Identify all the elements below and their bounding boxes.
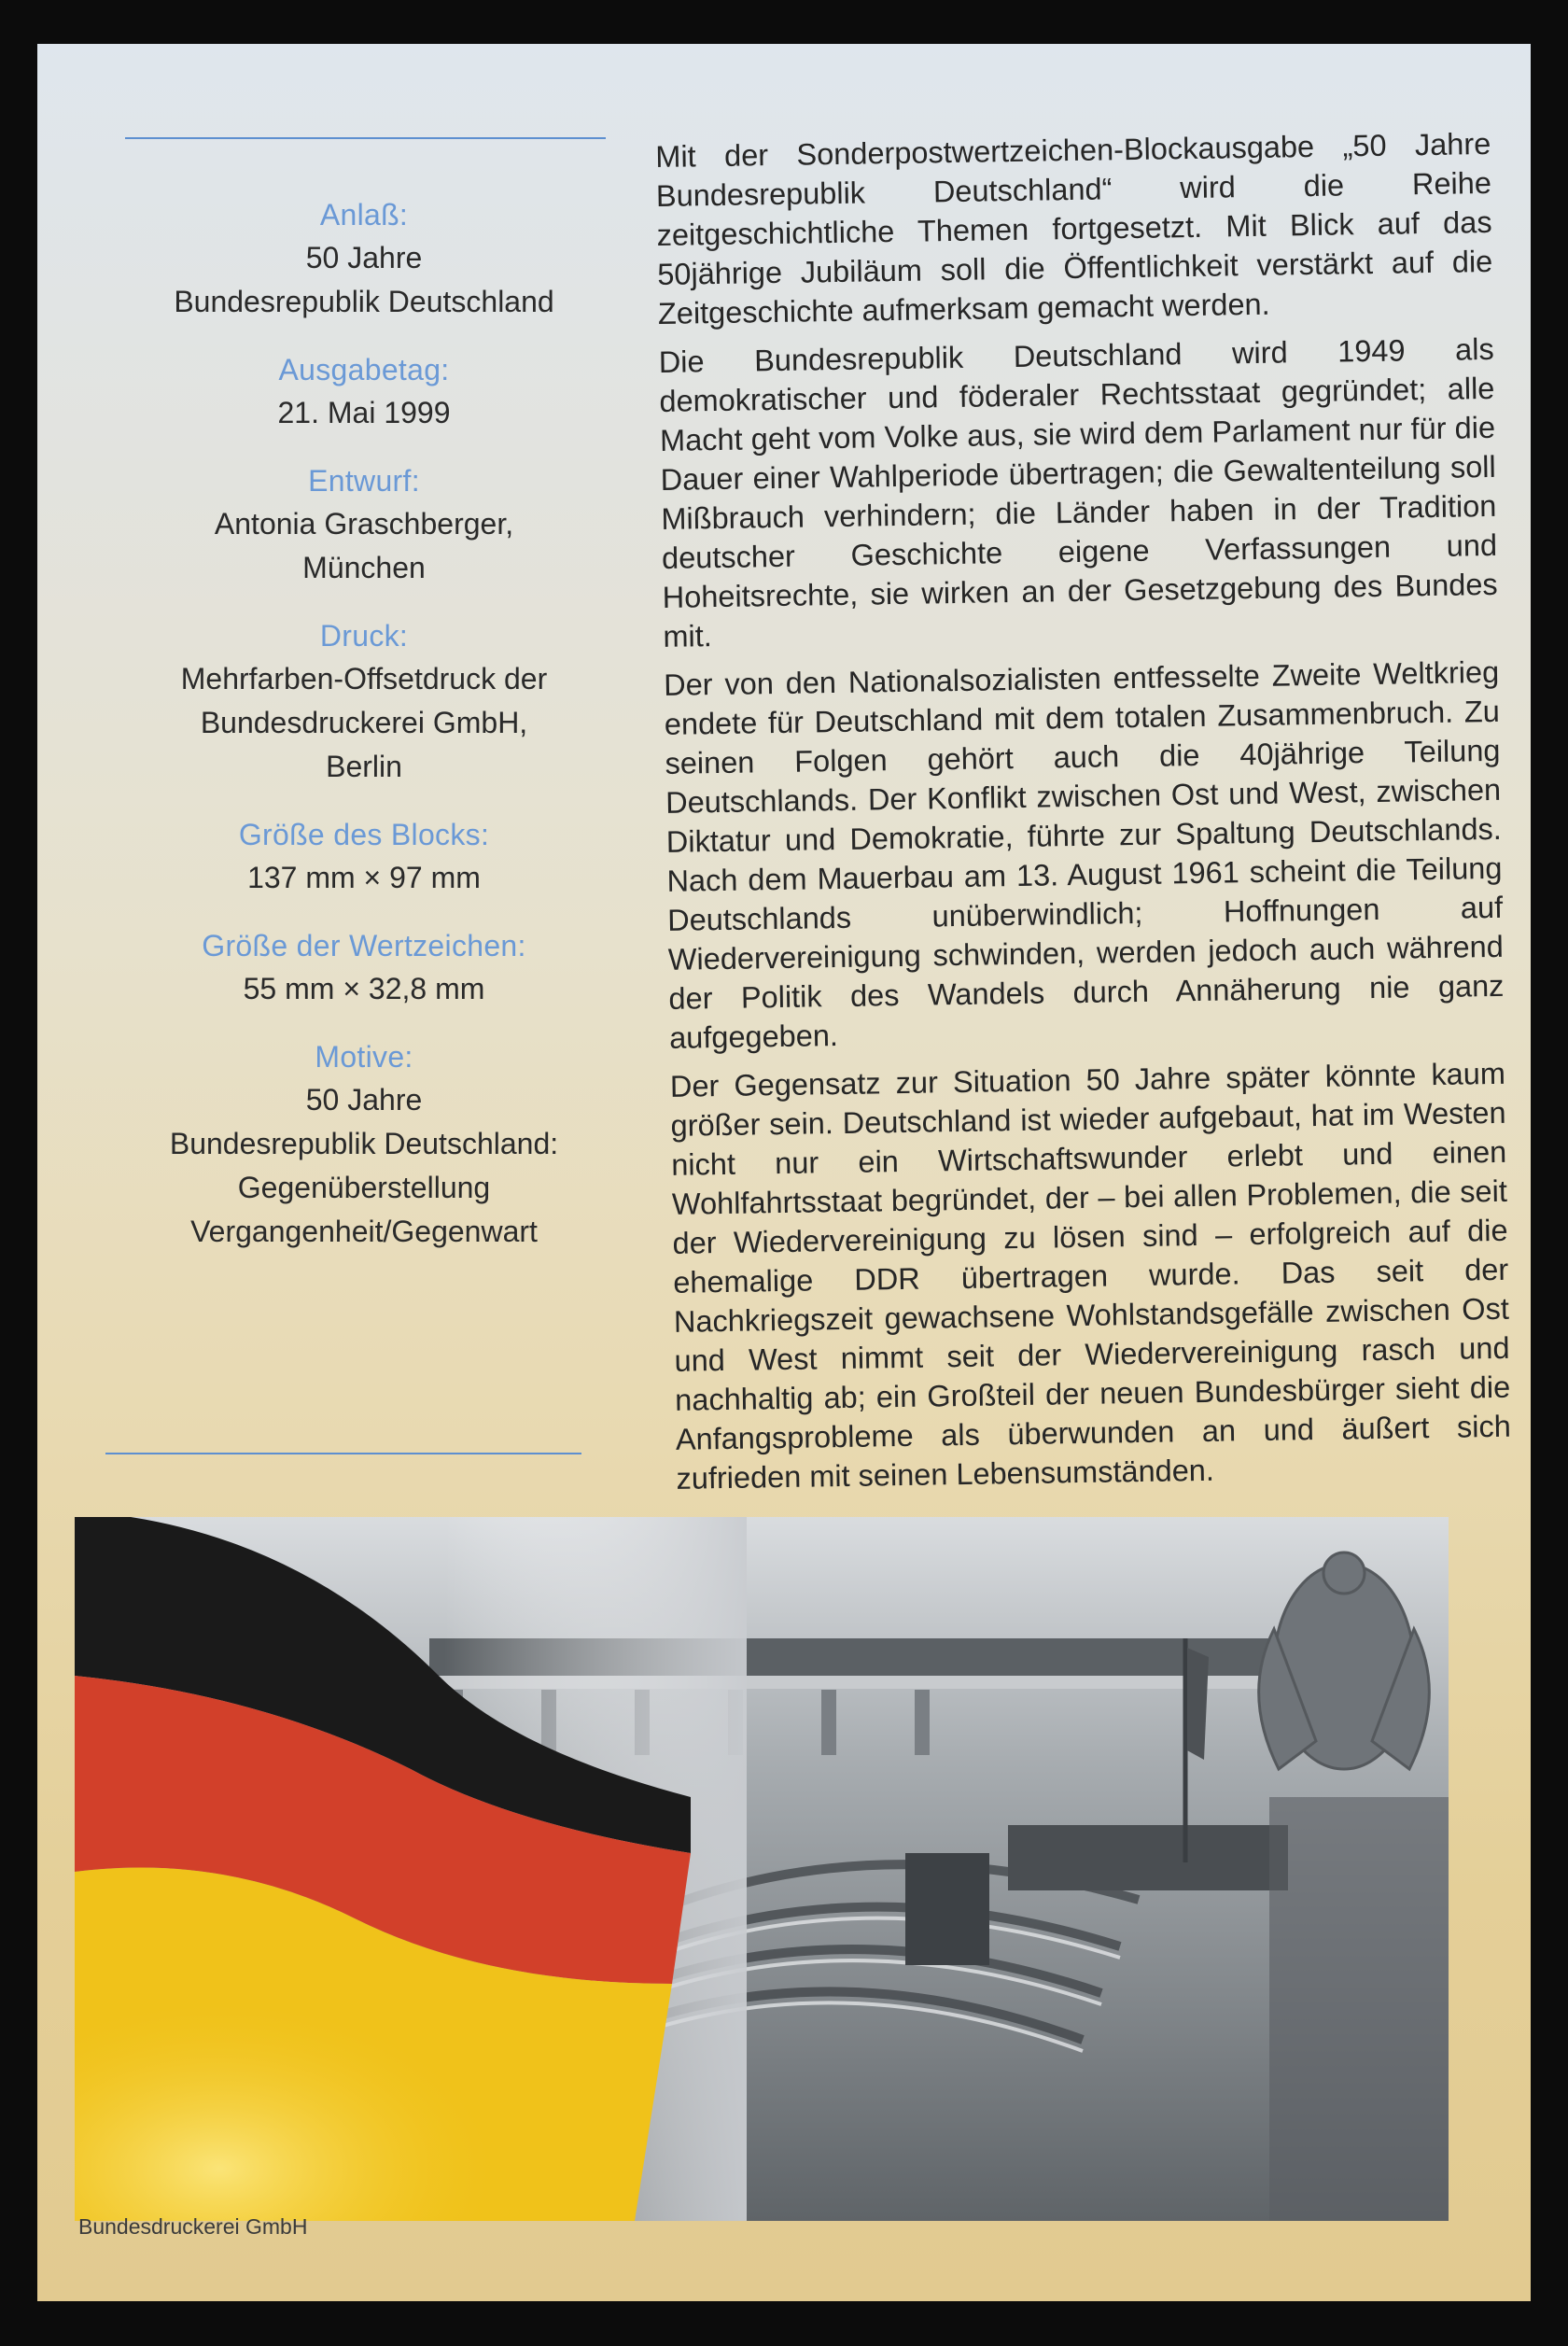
info-sidebar <box>112 193 616 1278</box>
article-paragraph: Der von den Nationalsozialisten entfesselte Zweite Weltkrieg endete für Deutschland mit dem totalen Zusammenbruch. Zu seinen Folgen gehört auch die 40jährige Teilung Deutschlands. Der Konflikt zwischen Ost und West, zwischen Diktatur und Demokratie, führte zur Spaltung Deutschlands. Nach dem Mauerbau am 13. August 1961 scheint die Teilung Deutschlands unüberwindlich; Hoffnungen auf Wiedervereinigung schwinden, werden jedoch auch während der Politik des Wandels durch Annäherung nie ganz aufgegeben. <box>663 654 1505 1055</box>
field-motifs <box>112 1035 616 1254</box>
field-value: 50 Jahre Bundesrepublik Deutschland: Gegenüberstellung Vergangenheit/Gegenwart <box>169 1083 559 1248</box>
divider-top <box>125 137 606 139</box>
field-label: Größe der Wertzeichen: <box>202 929 526 962</box>
article-paragraph: Mit der Sonderpostwertzeichen-Blockausgabe „50 Jahre Bundesrepublik Deutschland“ wird die Reihe zeitgeschichtliche Themen fortgesetzt. Mit Blick auf das 50jährige Jubiläum soll die Öffentlichkeit verstärkt auf die Zeitgeschichte aufmerksam gemacht werden. <box>655 126 1493 330</box>
field-design <box>112 459 616 590</box>
field-value: Antonia Graschberger, München <box>214 507 514 584</box>
article-paragraph: Die Bundesrepublik Deutschland wird 1949 als demokratischer und föderaler Rechtsstaat gegründet; alle Macht geht vom Volke aus, sie wird dem Parlament nur für die Dauer einer Wahlperiode übertragen; die Gewaltenteilung soll Mißbrauch verhindern; die Länder haben in der Tradition deutscher Geschichte eigene Verfassungen und Hoheitsrechte, sie wirken an der Gesetzgebung des Bundes mit. <box>658 331 1498 653</box>
field-value: 50 Jahre Bundesrepublik Deutschland <box>174 241 554 318</box>
field-label: Motive: <box>315 1040 413 1074</box>
speaker-podium <box>905 1853 989 1965</box>
field-block-size <box>112 813 616 900</box>
field-label: Ausgabetag: <box>278 353 450 386</box>
image-illustration <box>75 1517 1449 2221</box>
divider-bottom <box>105 1453 581 1454</box>
field-issue-date <box>112 348 616 435</box>
field-value: 55 mm × 32,8 mm <box>243 972 485 1005</box>
field-value: 137 mm × 97 mm <box>247 861 481 894</box>
flag-parliament-image <box>75 1517 1449 2221</box>
field-stamp-size <box>112 924 616 1011</box>
field-occasion <box>112 193 616 324</box>
main-article <box>655 124 1512 1508</box>
document-sheet <box>37 44 1531 2301</box>
field-label: Entwurf: <box>308 464 420 498</box>
field-print <box>112 614 616 789</box>
field-label: Druck: <box>319 619 409 653</box>
footer-credit: Bundesdruckerei GmbH <box>78 2214 308 2239</box>
field-label: Anlaß: <box>319 198 409 232</box>
field-value: 21. Mai 1999 <box>277 396 451 429</box>
field-label: Größe des Blocks: <box>238 818 490 851</box>
article-paragraph: Der Gegensatz zur Situation 50 Jahre später könnte kaum größer sein. Deutschland ist wieder aufgebaut, hat im Westen nicht nur ein Wirtschaftswunder erlebt und einen Wohlfahrtsstaat begründet, der – bei allen Problemen, die seit der Wiedervereinigung zu lösen sind – erfolgreich auf die ehemalige DDR übertragen wurde. Das seit der Nachkriegszeit gewachsene Wohlstandsgefälle zwischen Ost und West nimmt seit der Wiedervereinigung rasch und nachhaltig ab; ein Großteil der neuen Bundesbürger sieht die Anfangsprobleme als überwunden an und äußert sich zufrieden mit seinen Lebensumständen. <box>669 1056 1512 1496</box>
field-value: Mehrfarben-Offsetdruck der Bundesdruckerei GmbH, Berlin <box>180 662 548 783</box>
